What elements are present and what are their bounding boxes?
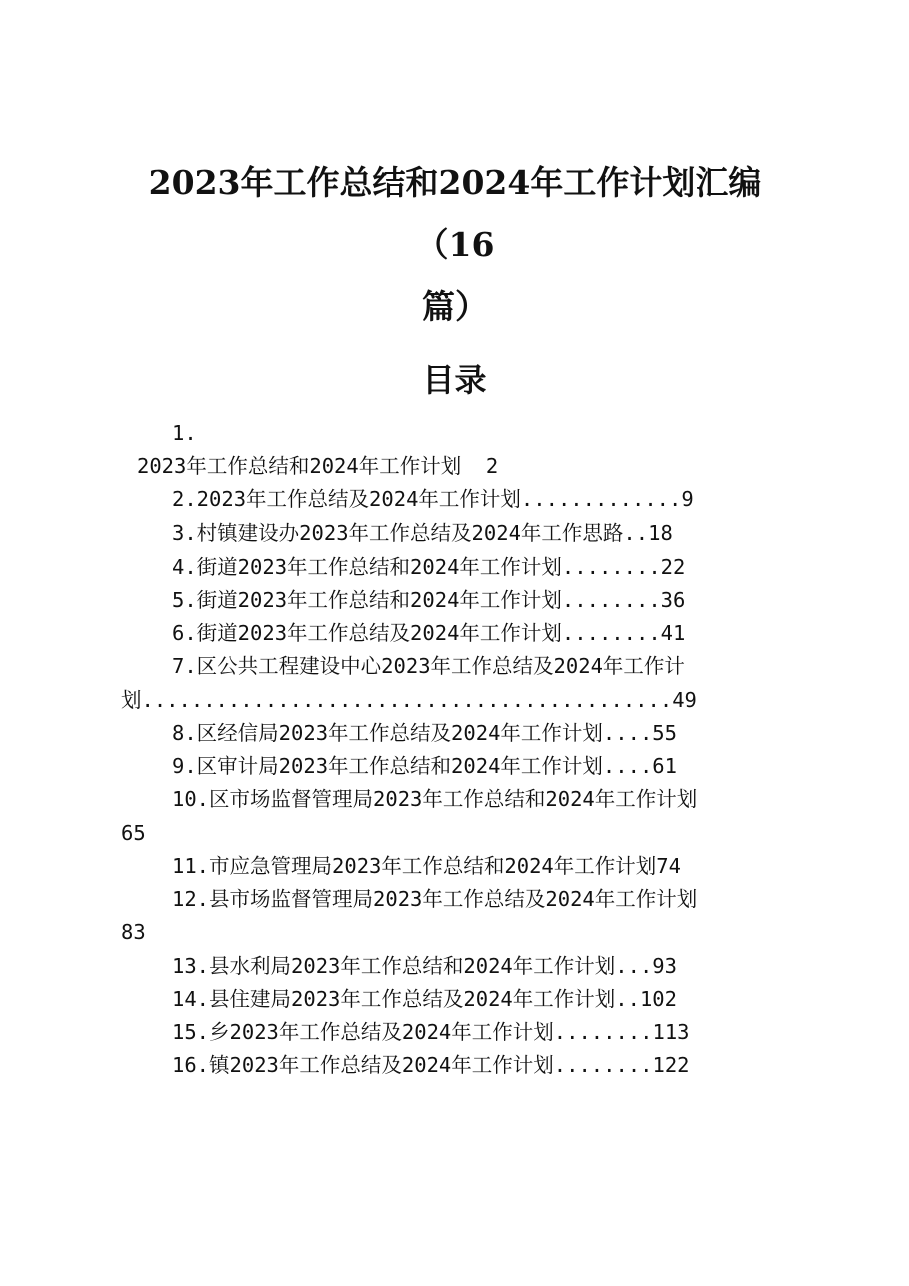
toc-line[interactable]: 11.市应急管理局2023年工作总结和2024年工作计划74 [172,854,681,878]
document-title-line2: 篇） [422,287,488,326]
toc-line[interactable]: 65 [121,821,146,845]
toc-line[interactable]: 8.区经信局2023年工作总结及2024年工作计划....55 [172,721,677,745]
toc-line[interactable]: 6.街道2023年工作总结及2024年工作计划........41 [172,621,686,645]
toc-line[interactable]: 2.2023年工作总结及2024年工作计划.............9 [172,487,694,511]
toc-heading: 目录 [422,361,487,399]
toc-line[interactable]: 10.区市场监督管理局2023年工作总结和2024年工作计划 [172,787,698,811]
toc-line[interactable]: 16.镇2023年工作总结及2024年工作计划........122 [172,1053,690,1077]
document-title-line1: 2023年工作总结和2024年工作计划汇编（16 [148,163,762,264]
toc-line[interactable]: 15.乡2023年工作总结及2024年工作计划........113 [172,1020,690,1044]
document-title [110,152,800,338]
toc-line[interactable]: 7.区公共工程建设中心2023年工作总结及2024年工作计 [172,654,685,678]
toc-line[interactable]: 1. [172,421,197,445]
toc-line[interactable]: 4.街道2023年工作总结和2024年工作计划........22 [172,555,686,579]
toc-line[interactable]: 5.街道2023年工作总结和2024年工作计划........36 [172,588,686,612]
toc-line[interactable]: 14.县住建局2023年工作总结及2024年工作计划..102 [172,987,677,1011]
toc-line[interactable]: 9.区审计局2023年工作总结和2024年工作计划....61 [172,754,677,778]
toc-line[interactable]: 12.县市场监督管理局2023年工作总结及2024年工作计划 [172,887,698,911]
toc-line[interactable]: 83 [121,920,146,944]
toc-line[interactable]: 13.县水利局2023年工作总结和2024年工作计划...93 [172,954,677,978]
toc-line[interactable]: 划...........................................49 [121,688,697,712]
toc-line[interactable]: 2023年工作总结和2024年工作计划 2 [137,454,499,478]
toc-line[interactable]: 3.村镇建设办2023年工作总结及2024年工作思路..18 [172,521,673,545]
